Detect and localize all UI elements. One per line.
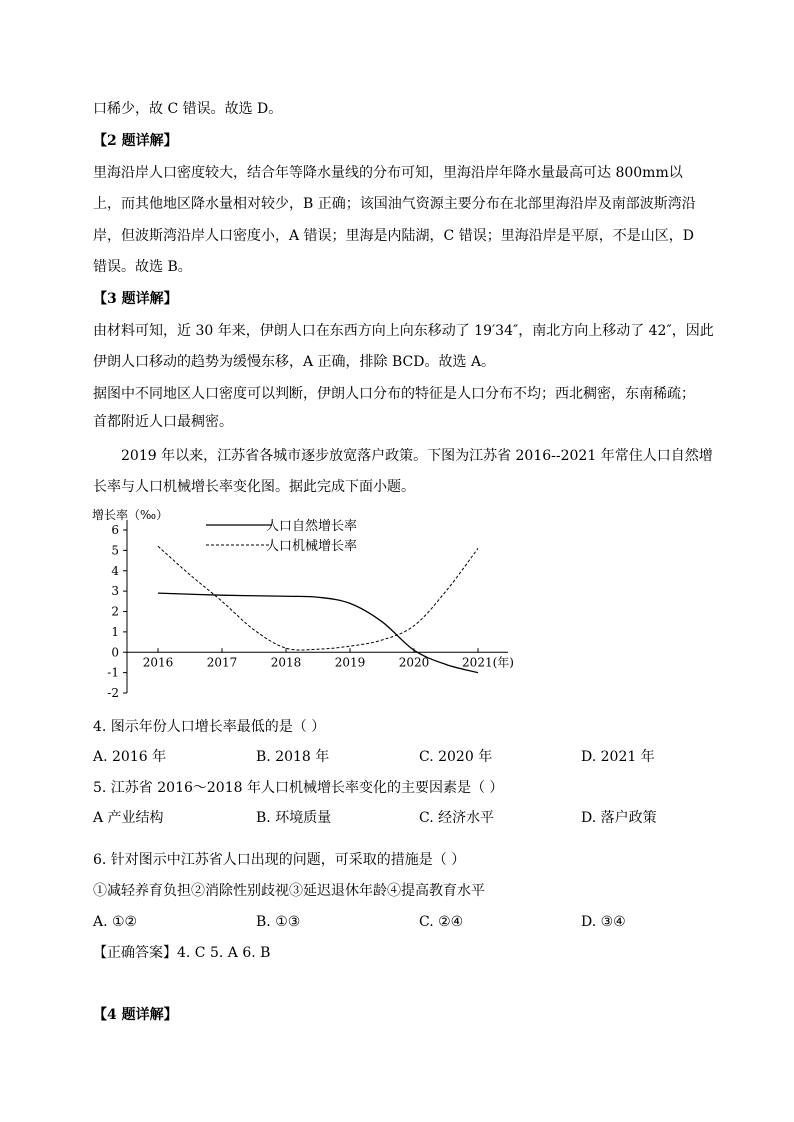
x-tick-label: 2020 xyxy=(398,655,430,670)
x-tick-label: 2021(年) xyxy=(462,655,514,670)
option-d: D. ③④ xyxy=(581,914,626,930)
y-tick-label: 4 xyxy=(111,563,119,578)
question-6-measures: ①减轻养育负担②消除性别歧视③延迟退休年龄④提高教育水平 xyxy=(93,883,485,899)
answer-line: 【正确答案】4. C 5. A 6. B xyxy=(93,945,271,961)
text-line-6: 错误。故选 B。 xyxy=(93,259,192,275)
question-4-stem: 4. 图示年份人口增长率最低的是（ ） xyxy=(93,719,326,735)
x-tick-label: 2018 xyxy=(270,655,302,670)
y-tick-label: -1 xyxy=(107,665,119,680)
legend-label: 人口自然增长率 xyxy=(266,519,358,534)
text-line-4: 上，而其他地区降水量相对较少，B 正确；该国油气资源主要分布在北部里海沿岸及南部波斯湾沿 xyxy=(93,196,696,212)
section-heading-q4: 【4 题详解】 xyxy=(93,1007,178,1023)
option-b: B. ①③ xyxy=(256,914,301,930)
y-tick-label: 1 xyxy=(111,624,119,639)
y-axis-label: 增长率（‰） xyxy=(92,508,169,522)
text-line-8: 由材料可知，近 30 年来，伊朗人口在东西方向上向东移动了 19′34″，南北方向上移动了 42″，因此 xyxy=(93,323,714,339)
text-line-9: 伊朗人口移动的趋势为缓慢东移，A 正确，排除 BCD。故选 A。 xyxy=(93,354,496,370)
x-tick-label: 2016 xyxy=(142,655,174,670)
option-d: D. 2021 年 xyxy=(581,749,655,765)
y-tick-label: 6 xyxy=(111,523,119,537)
option-c: C. 经济水平 xyxy=(419,810,495,826)
option-c: C. 2020 年 xyxy=(419,749,493,765)
x-tick-label: 2017 xyxy=(206,655,238,670)
y-tick-label: 0 xyxy=(111,645,119,660)
section-heading-q2: 【2 题详解】 xyxy=(93,133,178,149)
question-6-stem: 6. 针对图示中江苏省人口出现的问题，可采取的措施是（ ） xyxy=(93,852,466,868)
population-growth-chart xyxy=(80,505,520,705)
y-tick-label: 5 xyxy=(111,543,119,558)
text-line-10: 据图中不同地区人口密度可以判断，伊朗人口分布的特征是人口分布不均；西北稠密，东南稀疏； xyxy=(93,386,695,402)
legend-label: 人口机械增长率 xyxy=(266,539,358,554)
y-tick-label: 2 xyxy=(111,604,119,619)
text-line-1: 口稀少，故 C 错误。故选 D。 xyxy=(93,101,283,117)
option-a: A. ①② xyxy=(93,914,138,930)
option-d: D. 落户政策 xyxy=(581,810,657,826)
option-b: B. 环境质量 xyxy=(256,810,332,826)
text-line-5: 岸，但波斯湾沿岸人口密度小，A 错误；里海是内陆湖，C 错误；里海沿岸是平原，不是山区，D xyxy=(93,228,694,244)
section-heading-q3: 【3 题详解】 xyxy=(93,291,178,307)
option-a: A. 2016 年 xyxy=(93,749,167,765)
option-c: C. ②④ xyxy=(419,914,464,930)
intro-paragraph-line-1: 2019 年以来，江苏省各城市逐步放宽落户政策。下图为江苏省 2016--2021 年常住人口自然增 xyxy=(121,448,713,464)
series-line-mechanical-growth xyxy=(158,546,478,650)
y-tick-label: -2 xyxy=(107,686,119,700)
x-tick-label: 2019 xyxy=(334,655,366,670)
question-5-stem: 5. 江苏省 2016～2018 年人口机械增长率变化的主要因素是（ ） xyxy=(93,780,504,796)
text-line-3: 里海沿岸人口密度较大，结合年等降水量线的分布可知，里海沿岸年降水量最高可达 800mm以 xyxy=(93,165,683,181)
text-line-11: 首都附近人口最稠密。 xyxy=(93,414,233,430)
option-a: A 产业结构 xyxy=(93,810,164,826)
option-b: B. 2018 年 xyxy=(256,749,330,765)
y-tick-label: 3 xyxy=(111,584,119,599)
intro-paragraph-line-2: 长率与人口机械增长率变化图。据此完成下面小题。 xyxy=(93,479,415,495)
